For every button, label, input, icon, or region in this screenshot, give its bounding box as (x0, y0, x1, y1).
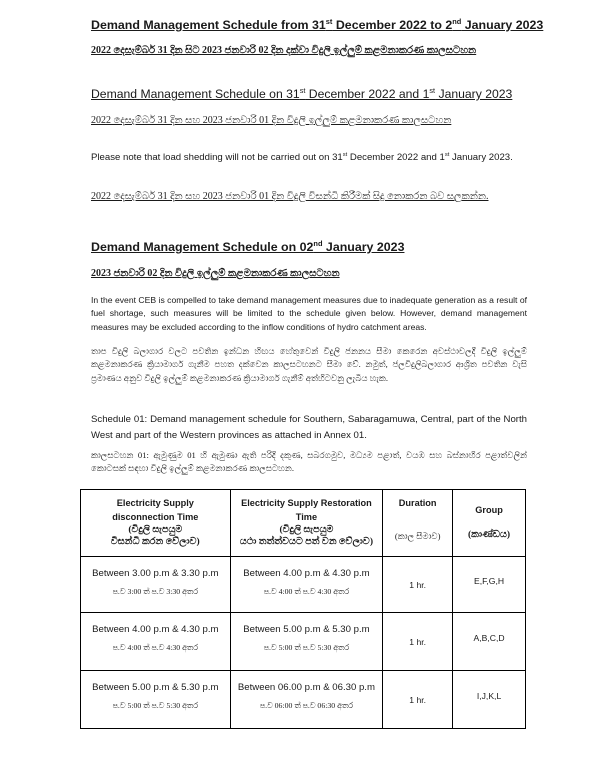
load-shedding-note-sinhala: 2022 දෙසැම්බර් 31 දින සහ 2023 ජනවාරි 01 දින විදුලි විසන්ධි කිරීමක් සිදු නොකරන බව සලකන්න. (91, 191, 489, 202)
schedule-table (80, 489, 526, 729)
disconnection-cell: Between 4.00 p.m & 4.30 p.m ප.ව 4:00 ත් ප.ව 4:30 අතර (81, 613, 231, 671)
table-row (81, 557, 526, 613)
header-duration: Duration (කාල සීමාව) (383, 490, 453, 557)
load-shedding-note: Please note that load shedding will not be carried out on 31st December 2022 and 1st January 2023. (91, 151, 513, 163)
schedule-01-description-sinhala: කාලසටහන 01: ඇමුණුම 01 හි ඇමුණා ඇති පරිදි දකුණ, සබරගමුව, මධ්‍යම පළාත්, වයඹ සහ බස්නාහිර පළාත්වලින් කොටසක් සඳහා විදුලි ඉල්ලුම් කළමනාකරණ කාලසටහන. (91, 450, 527, 474)
disconnection-cell: Between 5.00 p.m & 5.30 p.m ප.ව 5:00 ත් ප.ව 5:30 අතර (81, 671, 231, 729)
group-cell: E,F,G,H (453, 557, 526, 613)
duration-cell: 1 hr. (383, 557, 453, 613)
section2-sinhala-title: 2022 දෙසැම්බර් 31 දින සහ 2023 ජනවාරි 01 දින විදුලි ඉල්ලුම් කළමනාකරණ කාලසටහන (91, 115, 452, 126)
header-restoration-time: Electricity Supply Restoration Time (විදුලි සැපයුම යථා තත්ත්වයට පත් වන වේලාව) (230, 490, 383, 557)
table-header-row (81, 490, 526, 557)
section1-sinhala-title: 2022 දෙසැම්බර් 31 දින සිට 2023 ජනවාරි 02 දින දක්වා විදුලි ඉල්ලුම් කළමනාකරණ කාලසටහන (91, 45, 477, 56)
duration-cell: 1 hr. (383, 613, 453, 671)
restoration-cell: Between 06.00 p.m & 06.30 p.m ප.ව 06:00 ත් ප.ව 06:30 අතර (230, 671, 383, 729)
section2-title: Demand Management Schedule on 31st December 2022 and 1st January 2023 (91, 85, 513, 101)
restoration-cell: Between 5.00 p.m & 5.30 p.m ප.ව 5:00 ත් ප.ව 5:30 අතර (230, 613, 383, 671)
table-row (81, 613, 526, 671)
section3-title: Demand Management Schedule on 02nd January 2023 (91, 238, 405, 254)
header-group: Group (කාණ්ඩය) (453, 490, 526, 557)
group-cell: A,B,C,D (453, 613, 526, 671)
section3-sinhala-title: 2023 ජනවාරි 02 දින විදුලි ඉල්ලුම් කළමනාකරණ කාලසටහන (91, 268, 340, 279)
restoration-cell: Between 4.00 p.m & 4.30 p.m ප.ව 4:00 ත් ප.ව 4:30 අතර (230, 557, 383, 613)
table-row (81, 671, 526, 729)
demand-management-paragraph-sinhala: තාප විදුලි බලාගාර වලට පවතින ඉන්ධන හිඟය හේතුවෙන් විදුලි ජනනය සීමා කෙරෙන අවස්ථාවලදී විදුලි ඉල්ලුම් කළමනාකරණ ක්‍රියාමාර්ග ගැනීම පහත දක්වෙන කාලසටහනට සීමා වේ. නමුත්, ජලවිදුලිබලාගාර ආශ්‍රිත පවතින වැසි ප්‍රමාණය අනුව විදුලි ඉල්ලුම් කළමනාකරණ ක්‍රියාමාර්ග ගැනීම් අත්හිටවනු ලැබිය හැක. (91, 346, 527, 383)
schedule-01-description: Schedule 01: Demand management schedule for Southern, Sabaragamuwa, Central, part of the North West and part of the Western provinces as attached in Annex 01. (91, 414, 527, 441)
duration-cell: 1 hr. (383, 671, 453, 729)
section1-title: Demand Management Schedule from 31st December 2022 to 2nd January 2023 (91, 16, 544, 32)
disconnection-cell: Between 3.00 p.m & 3.30 p.m ප.ව 3:00 ත් ප.ව 3:30 අතර (81, 557, 231, 613)
demand-management-paragraph: In the event CEB is compelled to take demand management measures due to inadequate generation as a result of fuel shortage, such measures will be limited to the schedule given below. However, demand management measures may be excluded according to the inflow conditions of hydro catchment areas. (91, 295, 527, 332)
header-disconnection-time: Electricity Supply disconnection Time (විදුලි සැපයුම විසන්ධි කරන වේලාව) (81, 490, 231, 557)
group-cell: I,J,K,L (453, 671, 526, 729)
